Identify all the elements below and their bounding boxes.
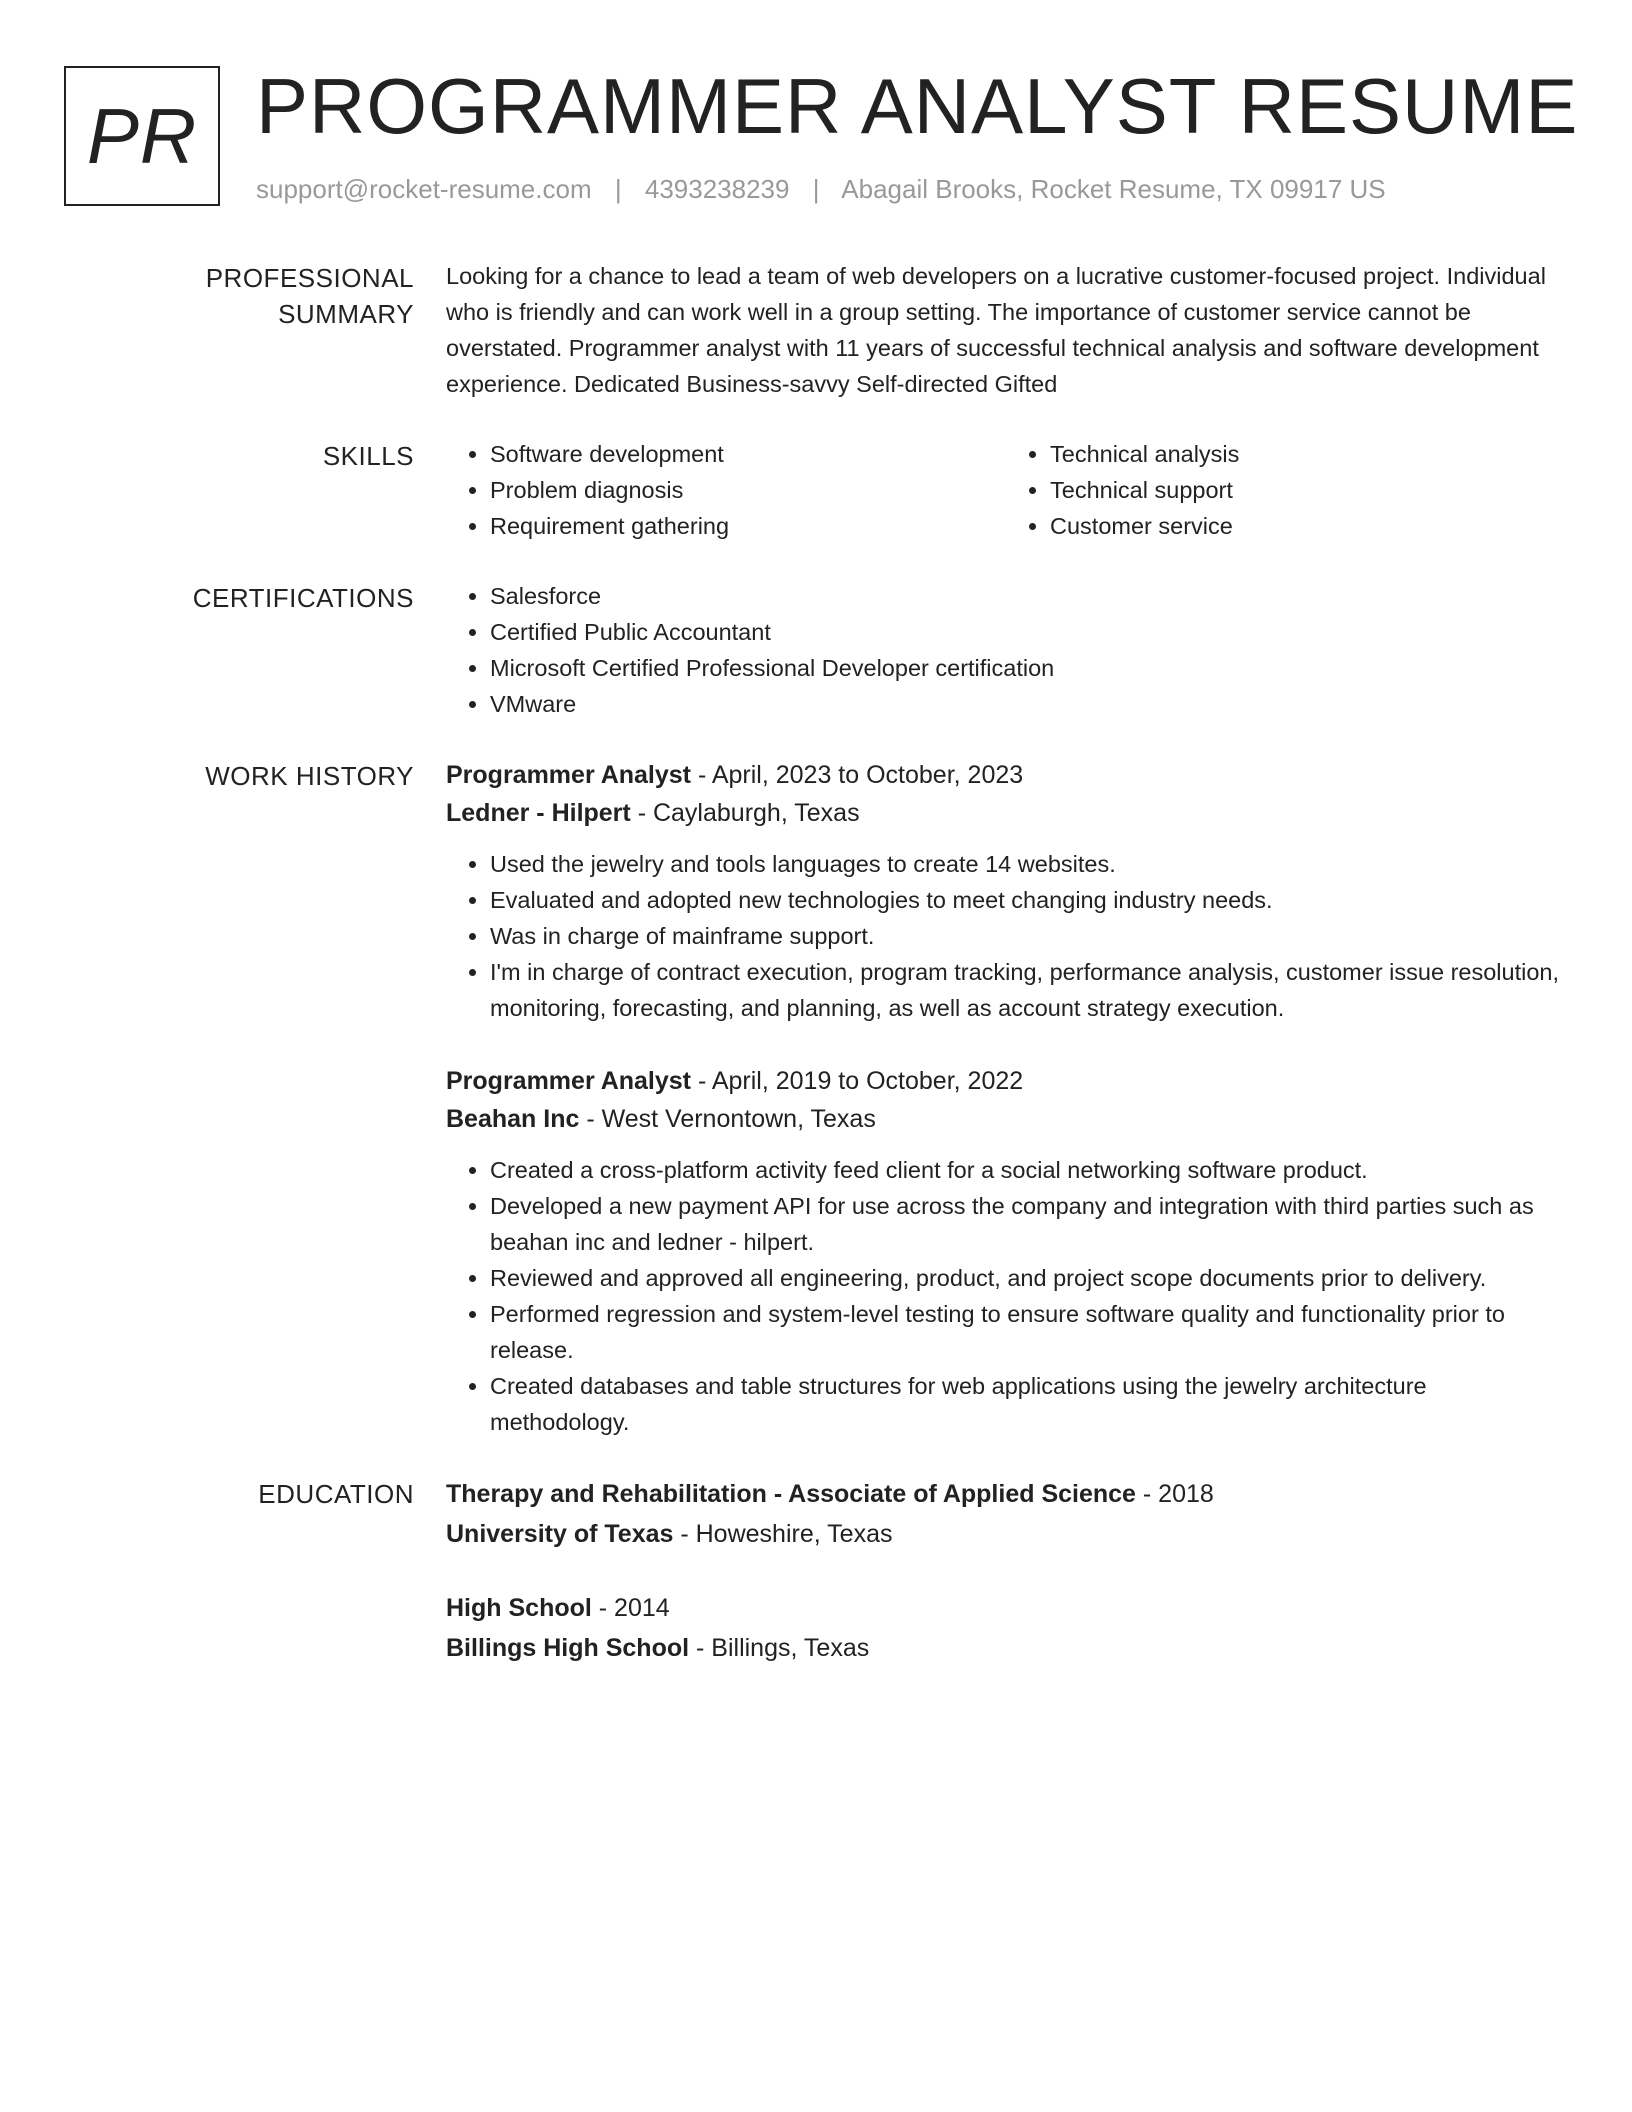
- job-duty: • Used the jewelry and tools languages to create 14 websites.: [490, 846, 1564, 882]
- contact-email: support@rocket-resume.com: [256, 174, 592, 204]
- education-entry: [446, 1474, 1564, 1554]
- section-body: [446, 578, 1564, 722]
- section-body: [446, 258, 1564, 402]
- section-skills: [64, 436, 1564, 544]
- education-degree: High School: [446, 1594, 592, 1622]
- section-education: [64, 1474, 1564, 1668]
- skills-list-right: [1006, 436, 1566, 544]
- education-entry: [446, 1588, 1564, 1668]
- section-professional-summary: [64, 258, 1564, 402]
- summary-text: Looking for a chance to lead a team of web developers on a lucrative customer-focused project. Individual who is friendly and can work well in a group setting. The importance of customer service cannot be overstated. Programmer analyst with 11 years of successful technical analysis and software development experience. Dedicated Business-savvy Self-directed Gifted: [446, 263, 1546, 397]
- job-location: - Caylaburgh, Texas: [630, 799, 860, 827]
- section-label: PROFESSIONAL SUMMARY: [205, 263, 414, 329]
- job-duty: • Reviewed and approved all engineering, product, and project scope documents prior to delivery.: [490, 1260, 1564, 1296]
- skill-item: • Customer service: [1050, 508, 1566, 544]
- resume-header: [64, 62, 1584, 210]
- certification-item: • Microsoft Certified Professional Developer certification: [490, 650, 1564, 686]
- contact-separator: |: [812, 174, 820, 204]
- job-duty: • Created databases and table structures for web applications using the jewelry architecture methodology.: [490, 1368, 1564, 1440]
- job-duty: • Evaluated and adopted new technologies to meet changing industry needs.: [490, 882, 1564, 918]
- section-label: SKILLS: [322, 441, 414, 471]
- education-location: - Billings, Texas: [689, 1634, 870, 1662]
- resume-content: [64, 258, 1564, 1702]
- section-label: EDUCATION: [258, 1479, 414, 1509]
- education-degree: Therapy and Rehabilitation - Associate of Applied Science: [446, 1480, 1136, 1508]
- contact-separator: |: [614, 174, 622, 204]
- section-body: [446, 1474, 1564, 1668]
- skill-item: • Problem diagnosis: [490, 472, 1006, 508]
- skills-list-left: [446, 436, 1006, 544]
- education-school: Billings High School: [446, 1634, 690, 1662]
- skill-item: • Software development: [490, 436, 1006, 472]
- certifications-list: [446, 578, 1564, 722]
- monogram-initials: PR: [86, 91, 198, 180]
- education-school-line: [446, 1514, 1564, 1554]
- job-entry: [446, 1062, 1564, 1440]
- contact-phone: 4393238239: [644, 174, 790, 204]
- job-duties-list: [446, 846, 1564, 1026]
- certification-item: • Salesforce: [490, 578, 1564, 614]
- skills-columns: [446, 436, 1566, 544]
- job-duty: • Developed a new payment API for use across the company and integration with third parties such as beahan inc and ledner - hilpert.: [490, 1188, 1564, 1260]
- education-location: - Howeshire, Texas: [673, 1520, 893, 1548]
- job-duties-list: [446, 1152, 1564, 1440]
- job-dates: - April, 2023 to October, 2023: [691, 761, 1024, 789]
- resume-title: PROGRAMMER ANALYST RESUME: [256, 62, 1579, 150]
- skill-item: • Technical analysis: [1050, 436, 1566, 472]
- job-title: Programmer Analyst: [446, 1067, 691, 1095]
- skill-item: • Requirement gathering: [490, 508, 1006, 544]
- job-company: Ledner - Hilpert: [446, 799, 631, 827]
- education-degree-line: [446, 1588, 1564, 1628]
- job-company-line: [446, 794, 1564, 832]
- section-certifications: [64, 578, 1564, 722]
- job-duty: • I'm in charge of contract execution, program tracking, performance analysis, customer issue resolution, monitoring, forecasting, and planning, as well as account strategy execution.: [490, 954, 1564, 1026]
- certification-item: • VMware: [490, 686, 1564, 722]
- job-dates: - April, 2019 to October, 2022: [691, 1067, 1024, 1095]
- job-duty: • Was in charge of mainframe support.: [490, 918, 1564, 954]
- job-duty: • Performed regression and system-level testing to ensure software quality and functionality prior to release.: [490, 1296, 1564, 1368]
- job-duty: • Created a cross-platform activity feed client for a social networking software product.: [490, 1152, 1564, 1188]
- education-year: - 2014: [591, 1594, 670, 1622]
- contact-line: [256, 174, 1386, 205]
- education-year: - 2018: [1135, 1480, 1214, 1508]
- section-label: CERTIFICATIONS: [192, 583, 414, 613]
- education-school-line: [446, 1628, 1564, 1668]
- monogram-box: [64, 66, 220, 206]
- job-title-line: [446, 756, 1564, 794]
- certification-item: • Certified Public Accountant: [490, 614, 1564, 650]
- job-title: Programmer Analyst: [446, 761, 691, 789]
- section-body: [446, 756, 1564, 1440]
- section-label: WORK HISTORY: [205, 761, 414, 791]
- skill-item: • Technical support: [1050, 472, 1566, 508]
- job-location: - West Vernontown, Texas: [579, 1105, 876, 1133]
- section-work-history: [64, 756, 1564, 1440]
- education-degree-line: [446, 1474, 1564, 1514]
- job-company: Beahan Inc: [446, 1105, 580, 1133]
- education-school: University of Texas: [446, 1520, 674, 1548]
- job-entry: [446, 756, 1564, 1026]
- job-company-line: [446, 1100, 1564, 1138]
- contact-address: Abagail Brooks, Rocket Resume, TX 09917 US: [841, 174, 1386, 204]
- job-title-line: [446, 1062, 1564, 1100]
